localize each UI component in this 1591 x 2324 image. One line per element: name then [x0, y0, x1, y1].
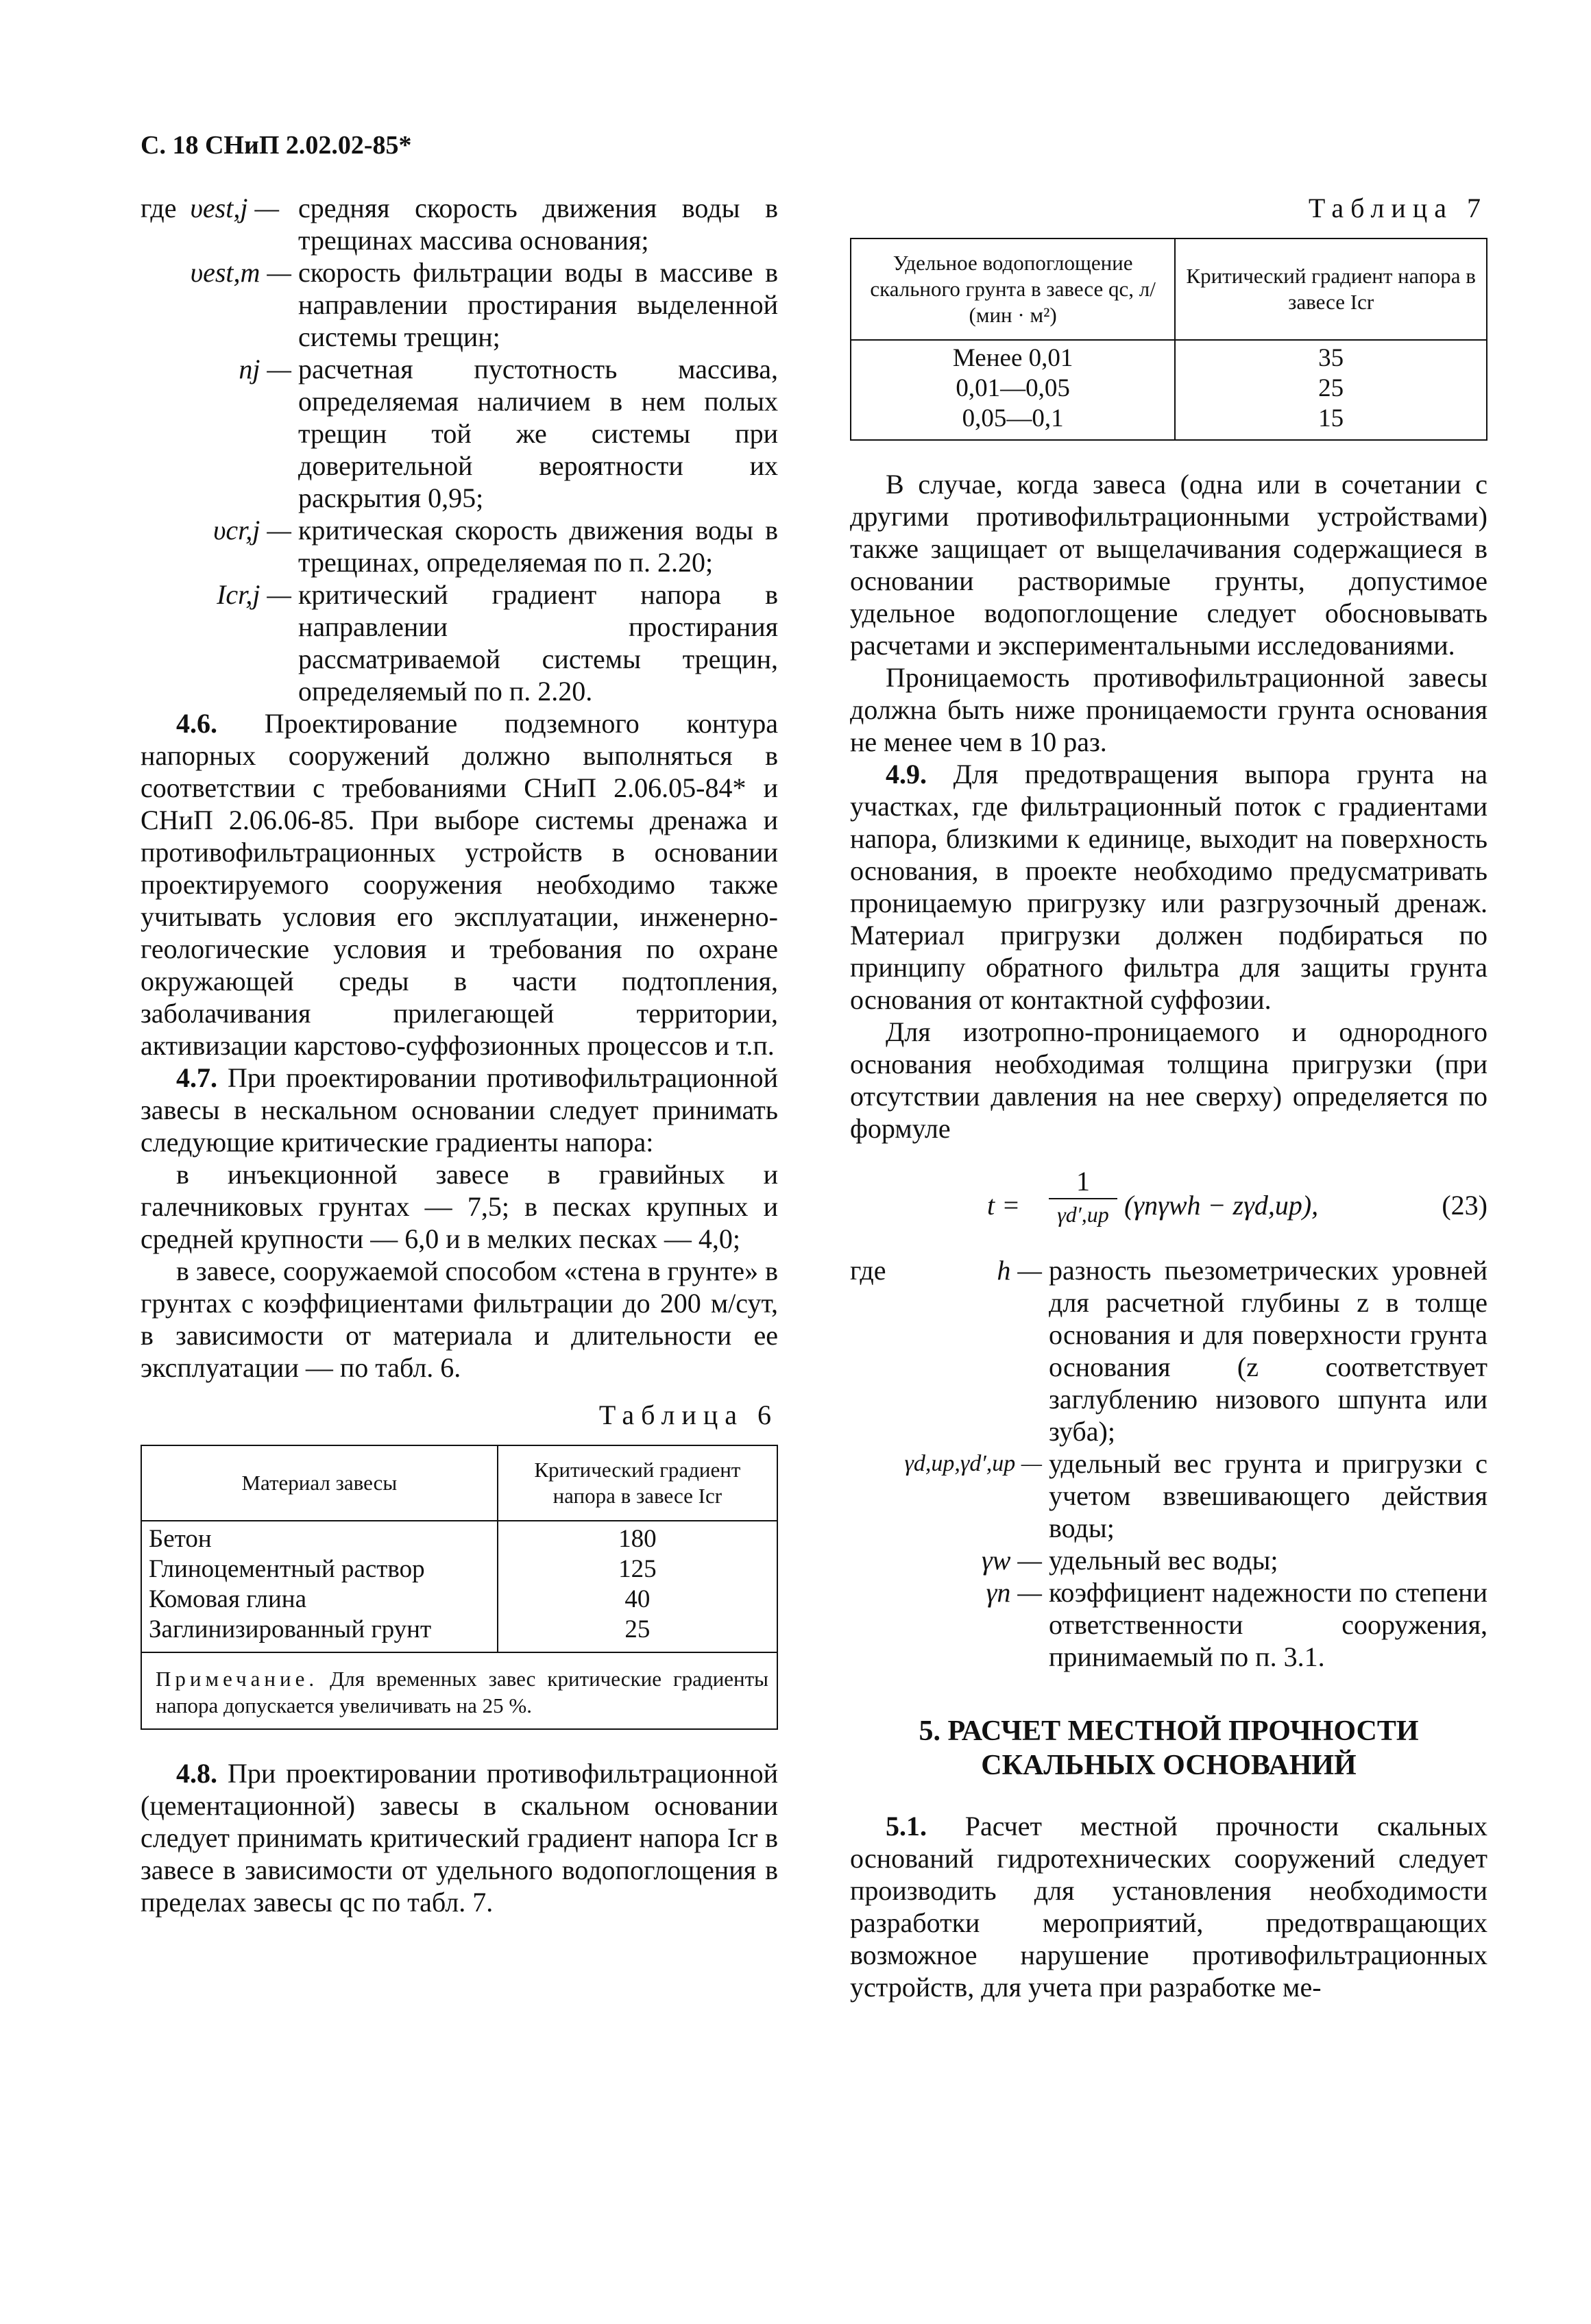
paragraph-5-1: 5.1. Расчет местной прочности скальных оснований гидротехнических сооружений следует производить для установления необходимости разработки мероприятий, предотвращающих возможное нарушение противофильтрационных устройств, для учета при разработке ме- — [850, 1811, 1487, 2003]
table-6-note: Примечание. Для временных завес критические градиенты напора допускается увеличивать на 25 %. — [141, 1653, 778, 1730]
paragraph-4-7a: в инъекционной завесе в гравийных и галечниковых грунтах — 7,5; в песках крупных и средней крупности — 6,0 и в мелких песках — 4,0; — [141, 1159, 778, 1254]
table-7 — [850, 238, 1487, 441]
definition-symbol: Icr,j — — [217, 579, 291, 610]
paragraph-right-2: Проницаемость противофильтрационной завесы должна быть ниже проницаемости грунта основания не менее чем в 10 раз. — [850, 662, 1487, 757]
definition-text: критический градиент напора в направлении простирания рассматриваемой системы трещин, определяемый по п. 2.20. — [298, 579, 778, 707]
table-row: Комовая глина 40 — [141, 1585, 777, 1615]
table-row: Бетон 180 — [141, 1521, 777, 1554]
section-title: 5. РАСЧЕТ МЕСТНОЙ ПРОЧНОСТИ СКАЛЬНЫХ ОСНОВАНИЙ — [919, 1715, 1419, 1781]
table-header: Материал завесы — [141, 1445, 498, 1521]
definition-text: критическая скорость движения воды в трещинах, определяемая по п. 2.20; — [298, 515, 778, 578]
definition-symbol: γn — — [986, 1577, 1042, 1608]
paragraph-right-1: В случае, когда завеса (одна или в сочетании с другими противофильтрационными устройствами) также защищает от выщелачивания содержащиеся в основании растворимые грунты, допустимое удельное водопоглощение следует обосновывать расчетами и экспериментальными исследованиями. — [850, 469, 1487, 661]
definition-text: средняя скорость движения воды в трещинах массива основания; — [298, 193, 778, 256]
definition-list — [850, 1254, 1487, 1673]
paragraph-4-7b: в завесе, сооружаемой способом «стена в грунте» в грунтах с коэффициентами фильтрации до 200 м/сут, в зависимости от материала и длительности ее эксплуатации — по табл. 6. — [141, 1256, 778, 1383]
formula-body: (γnγwh − zγd,up), — [1124, 1190, 1319, 1221]
paragraph-4-8: 4.8. При проектировании противофильтрационной (цементационной) завесы в скальном основании следует принимать критический градиент напора Icr в завесе в зависимости от удельного водопоглощения в пределах завесы qc по табл. 7. — [141, 1758, 779, 1918]
definition-symbol: υest,m — — [190, 257, 291, 288]
definition-text: коэффициент надежности по степени ответственности сооружения, принимаемый по п. 3.1. — [1049, 1577, 1487, 1672]
right-column — [850, 192, 1487, 2003]
definition-symbol: γw — — [981, 1545, 1042, 1576]
table-row: Менее 0,01 35 — [851, 340, 1487, 374]
table-row: Заглинизированный грунт 25 — [141, 1615, 777, 1652]
definition-text: скорость фильтрации воды в массиве в направлении простирания выделенной системы трещин; — [298, 257, 778, 352]
where-label: где υest,j — — [141, 193, 280, 223]
table-header: Критический градиент напора в завесе Icr — [1175, 238, 1487, 340]
definition-symbol: γd,up,γd′,up — — [904, 1451, 1042, 1476]
left-column — [141, 192, 778, 1918]
definition-text: расчетная пустотность массива, определяемая наличием в нем полых трещин той же системы при доверительной вероятности их раскрытия 0,95; — [298, 354, 778, 513]
paragraph-right-3: Для изотропно-проницаемого и однородного основания необходимая толщина пригрузки (при отсутствии давления на нее сверху) определяется по формуле — [850, 1016, 1487, 1144]
formula-23 — [850, 1165, 1487, 1247]
paragraph-4-7: 4.7. При проектировании противофильтрационной завесы в нескальном основании следует принимать следующие критические градиенты напора: — [141, 1062, 779, 1158]
paragraph-4-9: 4.9. Для предотвращения выпора грунта на участках, где фильтрационный поток с градиентами напора, близкими к единице, выходит на поверхность основания, в проекте необходимо предусматривать проницаемую пригрузку или разгрузочный дренаж. Материал пригрузки должен подбираться по принципу обратного фильтра для защиты грунта основания от контактной суффозии. — [850, 759, 1488, 1015]
table-row: Глиноцементный раствор 125 — [141, 1554, 777, 1585]
definition-symbol: nj — — [239, 354, 291, 384]
table-6 — [141, 1445, 778, 1653]
table-header: Удельное водопоглощение скального грунта в завесе qc, л/ (мин · м²) — [851, 238, 1175, 340]
definition-list — [141, 192, 778, 707]
formula-number: (23) — [1442, 1190, 1487, 1221]
paragraph-4-6: 4.6. Проектирование подземного контура напорных сооружений должно выполняться в соответствии с требованиями СНиП 2.06.05-84* и СНиП 2.06.06-85. При выборе системы дренажа и противофильтрационных устройств в основании проектируемого сооружения необходимо также учитывать условия его эксплуатации, инженерно-геологические условия и требования по охране окружающей среды в части подтопления, заболачивания прилегающей территории, активизации карстово-суффозионных процессов и т.п. — [141, 708, 778, 1061]
table-6-caption: Таблица 6 — [598, 1399, 778, 1430]
definition-text: удельный вес воды; — [1049, 1545, 1278, 1576]
table-7-caption: Таблица 7 — [1308, 193, 1487, 223]
where-label: где h — — [850, 1255, 1042, 1286]
definition-text: разность пьезометрических уровней для расчетной глубины z в толще основания и для поверхности грунта основания (z соответствует заглублению низового шпунта или зуба); — [1049, 1255, 1487, 1447]
definition-text: удельный вес грунта и пригрузки с учетом взвешивающего действия воды; — [1049, 1448, 1487, 1543]
table-row: 0,01—0,05 25 — [851, 374, 1487, 404]
formula-fraction: 1 γd′,up — [1049, 1165, 1117, 1230]
table-row: 0,05—0,1 15 — [851, 404, 1487, 440]
formula-lhs: t = — [987, 1190, 1021, 1221]
page-header: С. 18 СНиП 2.02.02-85* — [141, 131, 412, 160]
definition-symbol: υcr,j — — [213, 515, 291, 546]
table-header: Критический градиент напора в завесе Icr — [498, 1445, 777, 1521]
